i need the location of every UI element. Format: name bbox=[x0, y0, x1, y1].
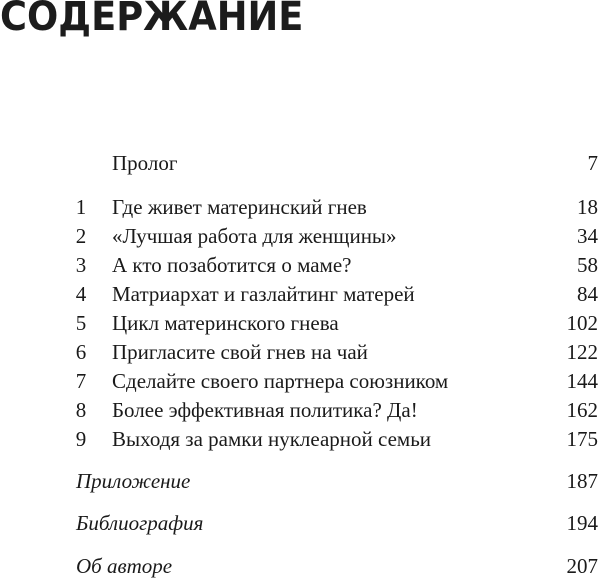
toc-entry-title: Матриархат и газлайтинг матерей bbox=[112, 282, 415, 306]
toc-entry-title: Пролог bbox=[112, 151, 178, 175]
toc-entry-chapter-9 bbox=[0, 425, 600, 453]
toc-entry-chapter-1 bbox=[0, 193, 600, 221]
toc-entry-chapter-8 bbox=[0, 396, 600, 424]
toc-entry-title: Пригласите свой гнев на чай bbox=[112, 340, 368, 364]
toc-entry-title: Сделайте своего партнера союзником bbox=[112, 369, 449, 393]
toc-entry-page: 102 bbox=[566, 311, 598, 335]
toc-entry-chapter-2 bbox=[0, 222, 600, 250]
toc-entry-page: 207 bbox=[566, 554, 598, 578]
toc-entry-title: Где живет материнский гнев bbox=[112, 195, 367, 219]
chapter-number: 6 bbox=[75, 340, 87, 364]
toc-entry-chapter-3 bbox=[0, 251, 600, 279]
toc-entry-title: Приложение bbox=[76, 469, 191, 493]
toc-entry-page: 18 bbox=[577, 195, 598, 219]
toc-entry-title: «Лучшая работа для женщины» bbox=[112, 224, 397, 248]
toc-entry-chapter-5 bbox=[0, 309, 600, 337]
toc-entry-title: Более эффективная политика? Да! bbox=[112, 398, 418, 422]
chapter-number: 7 bbox=[75, 369, 87, 393]
toc-entry-page: 175 bbox=[566, 427, 598, 451]
toc-entry-chapter-4 bbox=[0, 280, 600, 308]
toc-entry-page: 162 bbox=[566, 398, 598, 422]
toc-entry-page: 84 bbox=[577, 282, 598, 306]
chapter-number: 2 bbox=[75, 224, 87, 248]
toc-entry-title: Выходя за рамки нуклеарной семьи bbox=[112, 427, 432, 451]
chapter-number: 1 bbox=[75, 195, 87, 219]
chapter-number: 9 bbox=[75, 427, 87, 451]
toc-entry-chapter-7 bbox=[0, 367, 600, 395]
toc-entry-page: 58 bbox=[577, 253, 598, 277]
chapter-number: 4 bbox=[75, 282, 87, 306]
chapter-number: 8 bbox=[75, 398, 87, 422]
toc-entry-page: 34 bbox=[577, 224, 598, 248]
toc-entry-page: 122 bbox=[566, 340, 598, 364]
toc-entry-title: Цикл материнского гнева bbox=[112, 311, 339, 335]
chapter-number: 3 bbox=[75, 253, 87, 277]
toc-entry-page: 194 bbox=[566, 511, 598, 535]
toc-entry-page: 144 bbox=[566, 369, 598, 393]
toc-entry-page: 7 bbox=[587, 151, 598, 175]
toc-entry-about-author bbox=[0, 552, 600, 580]
page-title: СОДЕРЖАНИЕ bbox=[0, 0, 304, 40]
toc-entry-title: Об авторе bbox=[76, 554, 173, 578]
toc-entry-title: А кто позаботится о маме? bbox=[112, 253, 352, 277]
toc-entry-title: Библиография bbox=[76, 511, 204, 535]
toc-entry-appendix bbox=[0, 467, 600, 495]
toc-entry-chapter-6 bbox=[0, 338, 600, 366]
toc-entry-prologue bbox=[0, 149, 600, 177]
toc-entry-page: 187 bbox=[566, 469, 598, 493]
chapter-number: 5 bbox=[75, 311, 87, 335]
toc-entry-bibliography bbox=[0, 509, 600, 537]
